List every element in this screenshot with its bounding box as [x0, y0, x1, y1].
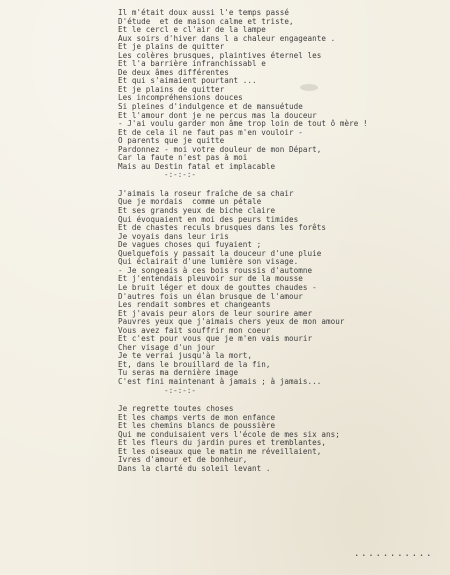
- verse-line: Et j'avais peur alors de leur sourire amer: [118, 308, 313, 318]
- verse-line: Cher visage d'un jour: [118, 342, 216, 352]
- verse-line: Car la faute n'est pas à moi: [118, 153, 248, 163]
- verse-line: Et l'a barrière infranchissabl e: [118, 59, 266, 69]
- stanza-3: [118, 405, 448, 473]
- verse-line: Ivres d'amour et de bonheur,: [118, 455, 248, 465]
- verse-line: Je voyais dans leur iris: [118, 231, 229, 241]
- verse-line: Et ses grands yeux de biche claire: [118, 206, 276, 216]
- verse-line: Et les champs verts de mon enfance: [118, 412, 276, 422]
- stanza-1: [118, 9, 448, 171]
- verse-line: J'aimais la roseur fraîche de sa chair: [118, 188, 294, 198]
- verse-line: Il m'était doux aussi l'e temps passé: [118, 8, 290, 17]
- verse-line: Et de chastes reculs brusques dans les forêts: [118, 223, 326, 233]
- verse-line: D'étude et de maison calme et triste,: [118, 16, 294, 26]
- verse-line: Et le cercl e cl'air de la lampe: [118, 25, 266, 35]
- verse-line: Et de cela il ne faut pas m'en vouloir -: [118, 127, 303, 137]
- verse-line: Qui évoquaient en moi des peurs timides: [118, 214, 299, 224]
- section-separator: -:-:-:-: [164, 170, 197, 180]
- verse-line: Dans la clarté du soleil levant .: [118, 463, 271, 473]
- section-separator: -:-:-:-: [164, 385, 197, 395]
- verse-line: Et je plains de quitter: [118, 84, 225, 94]
- verse-line: Vous avez fait souffrir mon coeur: [118, 325, 271, 335]
- verse-line: Je te verrai jusqu'à la mort,: [118, 351, 253, 361]
- verse-line: Et les oiseaux que le matin me réveillaient,: [118, 446, 322, 456]
- verse-line: - J'ai voulu garder mon âme trop loin de tout ô mère !: [118, 119, 368, 129]
- verse-line: Et les chemins blancs de poussière: [118, 421, 276, 431]
- verse-line: Pauvres yeux que j'aimais chers yeux de mon amour: [118, 317, 345, 327]
- verse-line: Si pleines d'indulgence et de mansuétude: [118, 102, 303, 112]
- verse-line: De vagues choses qui fuyaient ;: [118, 240, 262, 250]
- verse-line: Que je mordais comme un pétale: [118, 197, 262, 207]
- verse-line: Et l'amour dont je ne percus mas la douceur: [118, 110, 317, 120]
- verse-line: Quelquefois y passait la douceur d'une pluie: [118, 248, 322, 258]
- verse-line: Et j'entendais pleuvoir sur de la mousse: [118, 274, 303, 284]
- verse-line: Pardonnez - moi votre douleur de mon Départ,: [118, 144, 322, 154]
- verse-line: Je regrette toutes choses: [118, 404, 234, 414]
- verse-line: Et les fleurs du jardin pures et tremblantes,: [118, 438, 326, 448]
- poem-text: [118, 9, 448, 473]
- verse-line: O parents que je quitte: [118, 136, 225, 146]
- verse-line: Les incompréhensions douces: [118, 93, 243, 103]
- verse-line: Aux soirs d'hiver dans l a chaleur engageante .: [118, 33, 336, 43]
- verse-line: De deux âmes différentes: [118, 67, 229, 77]
- verse-line: Qui éclairait d'une lumière son visage.: [118, 257, 299, 267]
- verse-line: Les colères brusques, plaintives éternel les: [118, 50, 322, 60]
- verse-line: D'autres fois un élan brusque de l'amour: [118, 291, 303, 301]
- verse-line: Tu seras ma dernière image: [118, 368, 239, 378]
- footer-dots: ...........: [353, 548, 433, 559]
- verse-line: Et, dans le brouillard de la fin,: [118, 359, 271, 369]
- verse-line: Et c'est pour vous que je m'en vais mourir: [118, 334, 313, 344]
- verse-line: - Je songeais à ces bois roussis d'automne: [118, 265, 313, 275]
- verse-line: Et qui s'aimaient pourtant ...: [118, 76, 257, 86]
- verse-line: Le bruit léger et doux de gouttes chaudes -: [118, 282, 317, 292]
- verse-line: Qui me conduisaient vers l'école de mes six ans;: [118, 429, 340, 439]
- verse-line: Les rendait sombres et changeants: [118, 300, 271, 310]
- stanza-2: [118, 190, 448, 387]
- verse-line: Mais au Destin fatal et implacable: [118, 161, 276, 171]
- verse-line: C'est fini maintenant à jamais ; à jamais...: [118, 376, 322, 386]
- verse-line: Et je plains de quitter: [118, 42, 225, 52]
